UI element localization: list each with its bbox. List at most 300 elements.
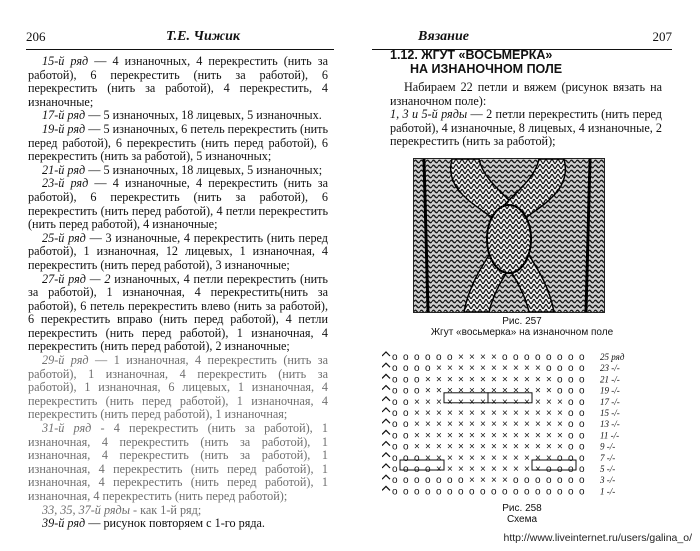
scheme-row: [382, 419, 620, 430]
purl-stitch-symbol: o: [392, 396, 398, 408]
figure-number: Рис. 258: [502, 503, 542, 514]
purl-stitch-symbol: o: [579, 385, 585, 397]
knit-stitch-symbol: ×: [469, 475, 475, 487]
purl-stitch-symbol: o: [403, 419, 409, 431]
purl-stitch-symbol: o: [579, 441, 585, 453]
instruction-row: [28, 177, 328, 231]
knit-stitch-symbol: ×: [458, 396, 464, 408]
row-number-label: 1 -/-: [600, 486, 616, 497]
row-number-label: 13 -/-: [600, 419, 620, 430]
knit-stitch-symbol: ×: [469, 419, 475, 431]
knit-stitch-symbol: ×: [436, 396, 442, 408]
purl-stitch-symbol: o: [403, 352, 409, 363]
purl-stitch-symbol: o: [414, 475, 420, 487]
row-number-label: 23 -/-: [600, 363, 620, 374]
intro-text: [390, 81, 662, 149]
knit-stitch-symbol: ×: [491, 430, 497, 442]
knit-stitch-symbol: ×: [469, 374, 475, 386]
purl-stitch-symbol: o: [403, 408, 409, 419]
heading-line-2: НА ИЗНАНОЧНОМ ПОЛЕ: [410, 62, 563, 76]
purl-stitch-symbol: o: [392, 385, 398, 397]
knit-stitch-symbol: ×: [546, 374, 552, 386]
knit-stitch-symbol: ×: [546, 385, 552, 397]
knit-stitch-symbol: ×: [480, 419, 486, 431]
row-marker: [382, 486, 390, 490]
knit-stitch-symbol: ×: [480, 441, 486, 453]
instruction-row: [28, 164, 328, 178]
knit-stitch-symbol: ×: [502, 430, 508, 442]
scheme-row: [382, 486, 615, 497]
row-marker: [382, 352, 390, 356]
row-number-label: 9 -/-: [600, 441, 616, 452]
knit-stitch-symbol: ×: [535, 374, 541, 386]
knit-stitch-symbol: ×: [557, 419, 563, 431]
knit-stitch-symbol: ×: [513, 441, 519, 453]
purl-stitch-symbol: o: [568, 408, 574, 419]
instruction-row: [28, 123, 328, 164]
knit-stitch-symbol: ×: [447, 374, 453, 386]
purl-stitch-symbol: o: [579, 363, 585, 375]
instruction-row: [28, 354, 328, 422]
purl-stitch-symbol: o: [579, 419, 585, 431]
knit-stitch-symbol: ×: [535, 430, 541, 442]
knit-stitch-symbol: ×: [436, 441, 442, 453]
knit-stitch-symbol: ×: [436, 374, 442, 386]
purl-stitch-symbol: o: [392, 430, 398, 442]
page-number: 207: [652, 29, 672, 44]
row-marker: [382, 397, 390, 401]
purl-stitch-symbol: o: [568, 452, 574, 464]
knit-stitch-symbol: ×: [524, 441, 530, 453]
purl-stitch-symbol: o: [392, 408, 398, 419]
purl-stitch-symbol: o: [425, 464, 431, 475]
purl-stitch-symbol: o: [403, 385, 409, 397]
purl-stitch-symbol: o: [546, 352, 552, 363]
purl-stitch-symbol: o: [524, 352, 530, 363]
purl-stitch-symbol: o: [557, 352, 563, 363]
purl-stitch-symbol: o: [557, 374, 563, 386]
right-page-header: [372, 29, 672, 50]
knit-stitch-symbol: ×: [425, 430, 431, 442]
row-number-label: 25 ряд: [600, 352, 625, 362]
row-marker: [382, 475, 390, 479]
knit-stitch-symbol: ×: [491, 441, 497, 453]
figure-title: Схема: [506, 514, 538, 525]
knit-texture-image: [414, 159, 604, 312]
purl-stitch-symbol: o: [568, 464, 574, 475]
knit-stitch-symbol: ×: [524, 464, 530, 475]
figure-caption-257: [372, 316, 672, 338]
row-marker: [382, 386, 390, 390]
figure-title: Жгут «восьмерка» на изнаночном поле: [430, 327, 614, 338]
row-label: 33, 35, 37-й ряды: [42, 502, 130, 517]
knit-stitch-symbol: ×: [480, 430, 486, 442]
purl-stitch-symbol: o: [458, 475, 464, 487]
knit-stitch-symbol: ×: [469, 452, 475, 464]
knit-stitch-symbol: ×: [447, 430, 453, 442]
knit-stitch-symbol: ×: [458, 374, 464, 386]
knit-stitch-symbol: ×: [425, 385, 431, 397]
knit-stitch-symbol: ×: [469, 352, 475, 363]
knit-stitch-symbol: ×: [447, 408, 453, 419]
knit-stitch-symbol: ×: [458, 419, 464, 431]
scheme-row: [382, 363, 620, 374]
intro-paragraph: Набираем 22 петли и вяжем (рисунок вязать на изнаночном поле):: [390, 80, 662, 108]
purl-stitch-symbol: o: [579, 396, 585, 408]
row-text: - 4 перекрестить (нить за работой), 1 изнаночная, 4 перекрестить (нить за работой), 1 изнаночная, 4 перекрестить (нить за работой), 1 изнаночная, 4 перекрестить (нить перед работой), 1 изнаночная, 4 перекрестить (нить перед работой), 1 изнаночная, 4 перекрестить (нить перед работой);: [28, 421, 328, 503]
row-label: 19-й ряд: [42, 121, 86, 136]
purl-stitch-symbol: o: [469, 486, 475, 498]
purl-stitch-symbol: o: [447, 475, 453, 487]
purl-stitch-symbol: o: [403, 430, 409, 442]
purl-stitch-symbol: o: [403, 452, 409, 464]
row-label: 23-й ряд: [42, 176, 89, 191]
knit-stitch-symbol: ×: [425, 396, 431, 408]
knit-stitch-symbol: ×: [469, 441, 475, 453]
knit-stitch-symbol: ×: [447, 419, 453, 431]
purl-stitch-symbol: o: [557, 452, 563, 464]
knit-stitch-symbol: ×: [480, 363, 486, 375]
purl-stitch-symbol: o: [502, 486, 508, 498]
purl-stitch-symbol: o: [557, 475, 563, 487]
row-text: — 5 изнаночных, 6 петель перекрестить (нить перед работой), 6 перекрестить (нить перед работой), 6 перекрестить (нить за работой), 5 изнаночных;: [28, 121, 329, 164]
knit-stitch-symbol: ×: [491, 374, 497, 386]
instruction-row: [28, 55, 328, 109]
row-marker: [382, 464, 390, 468]
knit-stitch-symbol: ×: [480, 408, 486, 419]
knit-stitch-symbol: ×: [480, 464, 486, 475]
purl-stitch-symbol: o: [436, 486, 442, 498]
purl-stitch-symbol: o: [557, 385, 563, 397]
purl-stitch-symbol: o: [568, 419, 574, 431]
figure-number: Рис. 257: [502, 316, 542, 327]
knit-stitch-symbol: ×: [502, 374, 508, 386]
knit-stitch-symbol: ×: [524, 374, 530, 386]
row-number-label: 19 -/-: [600, 385, 620, 396]
purl-stitch-symbol: o: [579, 430, 585, 442]
purl-stitch-symbol: o: [568, 396, 574, 408]
purl-stitch-symbol: o: [524, 475, 530, 487]
instruction-row: [28, 504, 328, 518]
row-number-label: 15 -/-: [600, 408, 620, 418]
scheme-row: [382, 453, 615, 464]
page-number: 206: [26, 29, 46, 44]
knit-stitch-symbol: ×: [557, 441, 563, 453]
knit-stitch-symbol: ×: [480, 396, 486, 408]
row-text: — рисунок повторяем с 1-го ряда.: [85, 516, 265, 531]
row-marker: [382, 442, 390, 446]
knit-stitch-symbol: ×: [524, 396, 530, 408]
purl-stitch-symbol: o: [436, 475, 442, 487]
purl-stitch-symbol: o: [414, 464, 420, 475]
knit-sample-photo: [413, 158, 605, 313]
knit-stitch-symbol: ×: [436, 385, 442, 397]
knit-stitch-symbol: ×: [502, 441, 508, 453]
scheme-row: [382, 386, 620, 397]
purl-stitch-symbol: o: [403, 363, 409, 375]
purl-stitch-symbol: o: [546, 464, 552, 475]
purl-stitch-symbol: o: [568, 486, 574, 498]
purl-stitch-symbol: o: [535, 475, 541, 487]
scheme-row: [382, 475, 615, 486]
knit-stitch-symbol: ×: [480, 452, 486, 464]
purl-stitch-symbol: o: [557, 486, 563, 498]
knit-stitch-symbol: ×: [447, 396, 453, 408]
row-marker: [382, 363, 390, 367]
left-page-header: [26, 29, 334, 50]
knit-stitch-symbol: ×: [414, 441, 420, 453]
knit-stitch-symbol: ×: [425, 452, 431, 464]
row-label: 25-й ряд: [42, 230, 86, 245]
purl-stitch-symbol: o: [392, 486, 398, 498]
knit-stitch-symbol: ×: [458, 430, 464, 442]
purl-stitch-symbol: o: [568, 475, 574, 487]
purl-stitch-symbol: o: [535, 352, 541, 363]
knit-stitch-symbol: ×: [557, 430, 563, 442]
purl-stitch-symbol: o: [579, 352, 585, 363]
knit-stitch-symbol: ×: [502, 452, 508, 464]
knit-stitch-symbol: ×: [513, 430, 519, 442]
scheme-row: [382, 442, 615, 453]
row-marker: [382, 374, 390, 378]
knit-stitch-symbol: ×: [535, 452, 541, 464]
purl-stitch-symbol: o: [392, 352, 398, 363]
purl-stitch-symbol: o: [392, 363, 398, 375]
knit-stitch-symbol: ×: [502, 363, 508, 375]
knit-stitch-symbol: ×: [502, 475, 508, 487]
section-title: Вязание: [418, 29, 469, 44]
scheme-row: [382, 397, 620, 408]
purl-stitch-symbol: o: [458, 486, 464, 498]
purl-stitch-symbol: o: [392, 374, 398, 386]
purl-stitch-symbol: o: [546, 486, 552, 498]
knit-stitch-symbol: ×: [546, 419, 552, 431]
purl-stitch-symbol: o: [579, 374, 585, 386]
knit-stitch-symbol: ×: [425, 441, 431, 453]
purl-stitch-symbol: o: [403, 475, 409, 487]
purl-stitch-symbol: o: [568, 352, 574, 363]
purl-stitch-symbol: o: [392, 441, 398, 453]
row-number-label: 7 -/-: [600, 452, 616, 463]
pattern-instructions: [28, 55, 328, 531]
scheme-row: [382, 352, 625, 363]
purl-stitch-symbol: o: [513, 475, 519, 487]
knit-stitch-symbol: ×: [425, 374, 431, 386]
purl-stitch-symbol: o: [502, 352, 508, 363]
row-marker: [382, 453, 390, 457]
instruction-row: [28, 109, 328, 123]
knit-stitch-symbol: ×: [458, 408, 464, 419]
purl-stitch-symbol: o: [579, 475, 585, 487]
row-text: - как 1-й ряд;: [129, 502, 202, 517]
rows-text: — 2 петли перекрестить (нить перед работой), 4 изнаночные, 8 лицевых, 4 изнаночные, 2 перекрестить (нить за работой);: [390, 107, 663, 149]
knit-stitch-symbol: ×: [447, 385, 453, 397]
knit-stitch-symbol: ×: [524, 419, 530, 431]
knit-stitch-symbol: ×: [436, 452, 442, 464]
purl-stitch-symbol: o: [568, 374, 574, 386]
knit-stitch-symbol: ×: [469, 396, 475, 408]
purl-stitch-symbol: o: [546, 475, 552, 487]
purl-stitch-symbol: o: [403, 396, 409, 408]
knit-stitch-symbol: ×: [436, 363, 442, 375]
instruction-row: [28, 517, 328, 531]
row-label: 27-й ряд — 2: [42, 271, 111, 286]
author-name: Т.Е. Чижик: [166, 29, 240, 44]
purl-stitch-symbol: o: [447, 352, 453, 363]
rows-label: 1, 3 и 5-й ряды: [390, 107, 468, 122]
knit-stitch-symbol: ×: [458, 452, 464, 464]
purl-stitch-symbol: o: [425, 475, 431, 487]
row-label: 39-й ряд: [42, 516, 86, 531]
knit-stitch-symbol: ×: [425, 419, 431, 431]
knit-stitch-symbol: ×: [546, 396, 552, 408]
purl-stitch-symbol: o: [557, 464, 563, 475]
instruction-row: [28, 273, 328, 355]
row-number-label: 11 -/-: [600, 430, 620, 441]
knit-stitch-symbol: ×: [447, 441, 453, 453]
purl-stitch-symbol: o: [579, 464, 585, 475]
knit-stitch-symbol: ×: [546, 452, 552, 464]
purl-stitch-symbol: o: [546, 363, 552, 375]
knit-stitch-symbol: ×: [436, 430, 442, 442]
knit-stitch-symbol: ×: [414, 419, 420, 431]
knit-stitch-symbol: ×: [491, 396, 497, 408]
knit-stitch-symbol: ×: [513, 452, 519, 464]
purl-stitch-symbol: o: [414, 385, 420, 397]
knit-stitch-symbol: ×: [513, 464, 519, 475]
knit-stitch-symbol: ×: [447, 464, 453, 475]
knit-stitch-symbol: ×: [480, 385, 486, 397]
knit-stitch-symbol: ×: [513, 374, 519, 386]
purl-stitch-symbol: o: [414, 452, 420, 464]
knit-stitch-symbol: ×: [491, 408, 497, 419]
row-marker: [382, 408, 390, 412]
knit-stitch-symbol: ×: [469, 408, 475, 419]
knit-stitch-symbol: ×: [469, 464, 475, 475]
knit-stitch-symbol: ×: [480, 475, 486, 487]
knit-stitch-symbol: ×: [524, 363, 530, 375]
row-label: 17-й ряд: [42, 108, 86, 123]
knit-stitch-symbol: ×: [458, 385, 464, 397]
knit-stitch-symbol: ×: [535, 396, 541, 408]
row-number-label: 21 -/-: [600, 374, 620, 385]
knit-stitch-symbol: ×: [546, 430, 552, 442]
knit-stitch-symbol: ×: [557, 396, 563, 408]
row-number-label: 17 -/-: [600, 396, 620, 407]
knit-stitch-symbol: ×: [458, 352, 464, 363]
source-url: http://www.liveinternet.ru/users/galina_o/: [503, 532, 692, 544]
row-label: 29-й ряд: [42, 353, 89, 368]
purl-stitch-symbol: o: [579, 486, 585, 498]
purl-stitch-symbol: o: [524, 486, 530, 498]
knit-stitch-symbol: ×: [469, 430, 475, 442]
purl-stitch-symbol: o: [513, 352, 519, 363]
knit-stitch-symbol: ×: [502, 464, 508, 475]
knit-stitch-symbol: ×: [491, 385, 497, 397]
knit-stitch-symbol: ×: [425, 408, 431, 419]
purl-stitch-symbol: o: [535, 486, 541, 498]
knit-stitch-symbol: ×: [524, 452, 530, 464]
knit-stitch-symbol: ×: [414, 430, 420, 442]
knit-stitch-symbol: ×: [480, 374, 486, 386]
knit-stitch-symbol: ×: [502, 396, 508, 408]
row-text: изнаночных, 4 петли перекрестить (нить за работой), 1 изнаночная, 4 перекрестить(нить за работой), 6 петель перекрестить влево (нить за работой), 6 перекрестить вправо (нить перед работой), 4 петли перекрестить (нить перед работой), 1 изнаночная, 4 перекрестить (нить перед работой), 2 изнаночные;: [28, 271, 328, 354]
row-number-label: 5 -/-: [600, 464, 616, 474]
knit-stitch-symbol: ×: [535, 419, 541, 431]
purl-stitch-symbol: o: [480, 486, 486, 498]
knit-stitch-symbol: ×: [491, 363, 497, 375]
knit-stitch-symbol: ×: [546, 441, 552, 453]
purl-stitch-symbol: o: [436, 352, 442, 363]
right-page: [352, 0, 700, 551]
scheme-row: [382, 408, 620, 419]
row-text: — 5 изнаночных, 18 лицевых, 5 изнаночных;: [85, 162, 323, 177]
knitting-scheme-chart: [382, 348, 682, 498]
instruction-row: [28, 422, 328, 504]
knit-stitch-symbol: ×: [524, 385, 530, 397]
purl-stitch-symbol: o: [425, 352, 431, 363]
heading-line-1: 1.12. ЖГУТ «ВОСЬМЕРКА»: [390, 48, 553, 62]
knit-stitch-symbol: ×: [414, 396, 420, 408]
purl-stitch-symbol: o: [491, 486, 497, 498]
row-number-label: 3 -/-: [600, 475, 616, 486]
row-label: 21-й ряд: [42, 162, 86, 177]
knit-stitch-symbol: ×: [436, 464, 442, 475]
knit-stitch-symbol: ×: [491, 475, 497, 487]
purl-stitch-symbol: o: [392, 419, 398, 431]
knit-stitch-symbol: ×: [502, 408, 508, 419]
purl-stitch-symbol: o: [557, 363, 563, 375]
purl-stitch-symbol: o: [568, 441, 574, 453]
knit-stitch-symbol: ×: [436, 408, 442, 419]
purl-stitch-symbol: o: [568, 430, 574, 442]
knit-stitch-symbol: ×: [458, 464, 464, 475]
purl-stitch-symbol: o: [414, 486, 420, 498]
knit-stitch-symbol: ×: [557, 408, 563, 419]
knit-stitch-symbol: ×: [491, 464, 497, 475]
knit-stitch-symbol: ×: [469, 385, 475, 397]
knit-stitch-symbol: ×: [491, 352, 497, 363]
purl-stitch-symbol: o: [403, 486, 409, 498]
knit-stitch-symbol: ×: [502, 419, 508, 431]
row-text: — 4 изнаночные, 4 перекрестить (нить за работой), 6 перекрестить (нить за работой), 6 перекрестить (нить перед работой), 4 петли перекрестить (нить перед работой), 4 изнаночные;: [28, 176, 328, 232]
scheme-row: [382, 430, 619, 441]
purl-stitch-symbol: o: [447, 486, 453, 498]
knit-stitch-symbol: ×: [513, 419, 519, 431]
knit-stitch-symbol: ×: [491, 419, 497, 431]
knit-stitch-symbol: ×: [513, 363, 519, 375]
purl-stitch-symbol: o: [392, 452, 398, 464]
knit-stitch-symbol: ×: [447, 452, 453, 464]
purl-stitch-symbol: o: [392, 464, 398, 475]
purl-stitch-symbol: o: [403, 374, 409, 386]
knit-stitch-symbol: ×: [458, 441, 464, 453]
purl-stitch-symbol: o: [579, 452, 585, 464]
row-text: — 5 изнаночных, 18 лицевых, 5 изнаночных.: [85, 108, 322, 123]
row-marker: [382, 430, 390, 434]
purl-stitch-symbol: o: [579, 408, 585, 419]
knit-stitch-symbol: ×: [535, 464, 541, 475]
instruction-row: [28, 232, 328, 273]
knit-stitch-symbol: ×: [535, 441, 541, 453]
knit-stitch-symbol: ×: [535, 363, 541, 375]
row-text: — 4 изнаночных, 4 перекрестить (нить за работой), 6 перекрестить (нить за работой), 6 перекрестить (нить за работой), 4 перекрестить, 4 изнаночные;: [28, 54, 328, 109]
knit-stitch-symbol: ×: [469, 363, 475, 375]
knit-stitch-symbol: ×: [480, 352, 486, 363]
knit-stitch-symbol: ×: [524, 430, 530, 442]
knit-stitch-symbol: ×: [524, 408, 530, 419]
row-label: 15-й ряд: [42, 54, 89, 68]
